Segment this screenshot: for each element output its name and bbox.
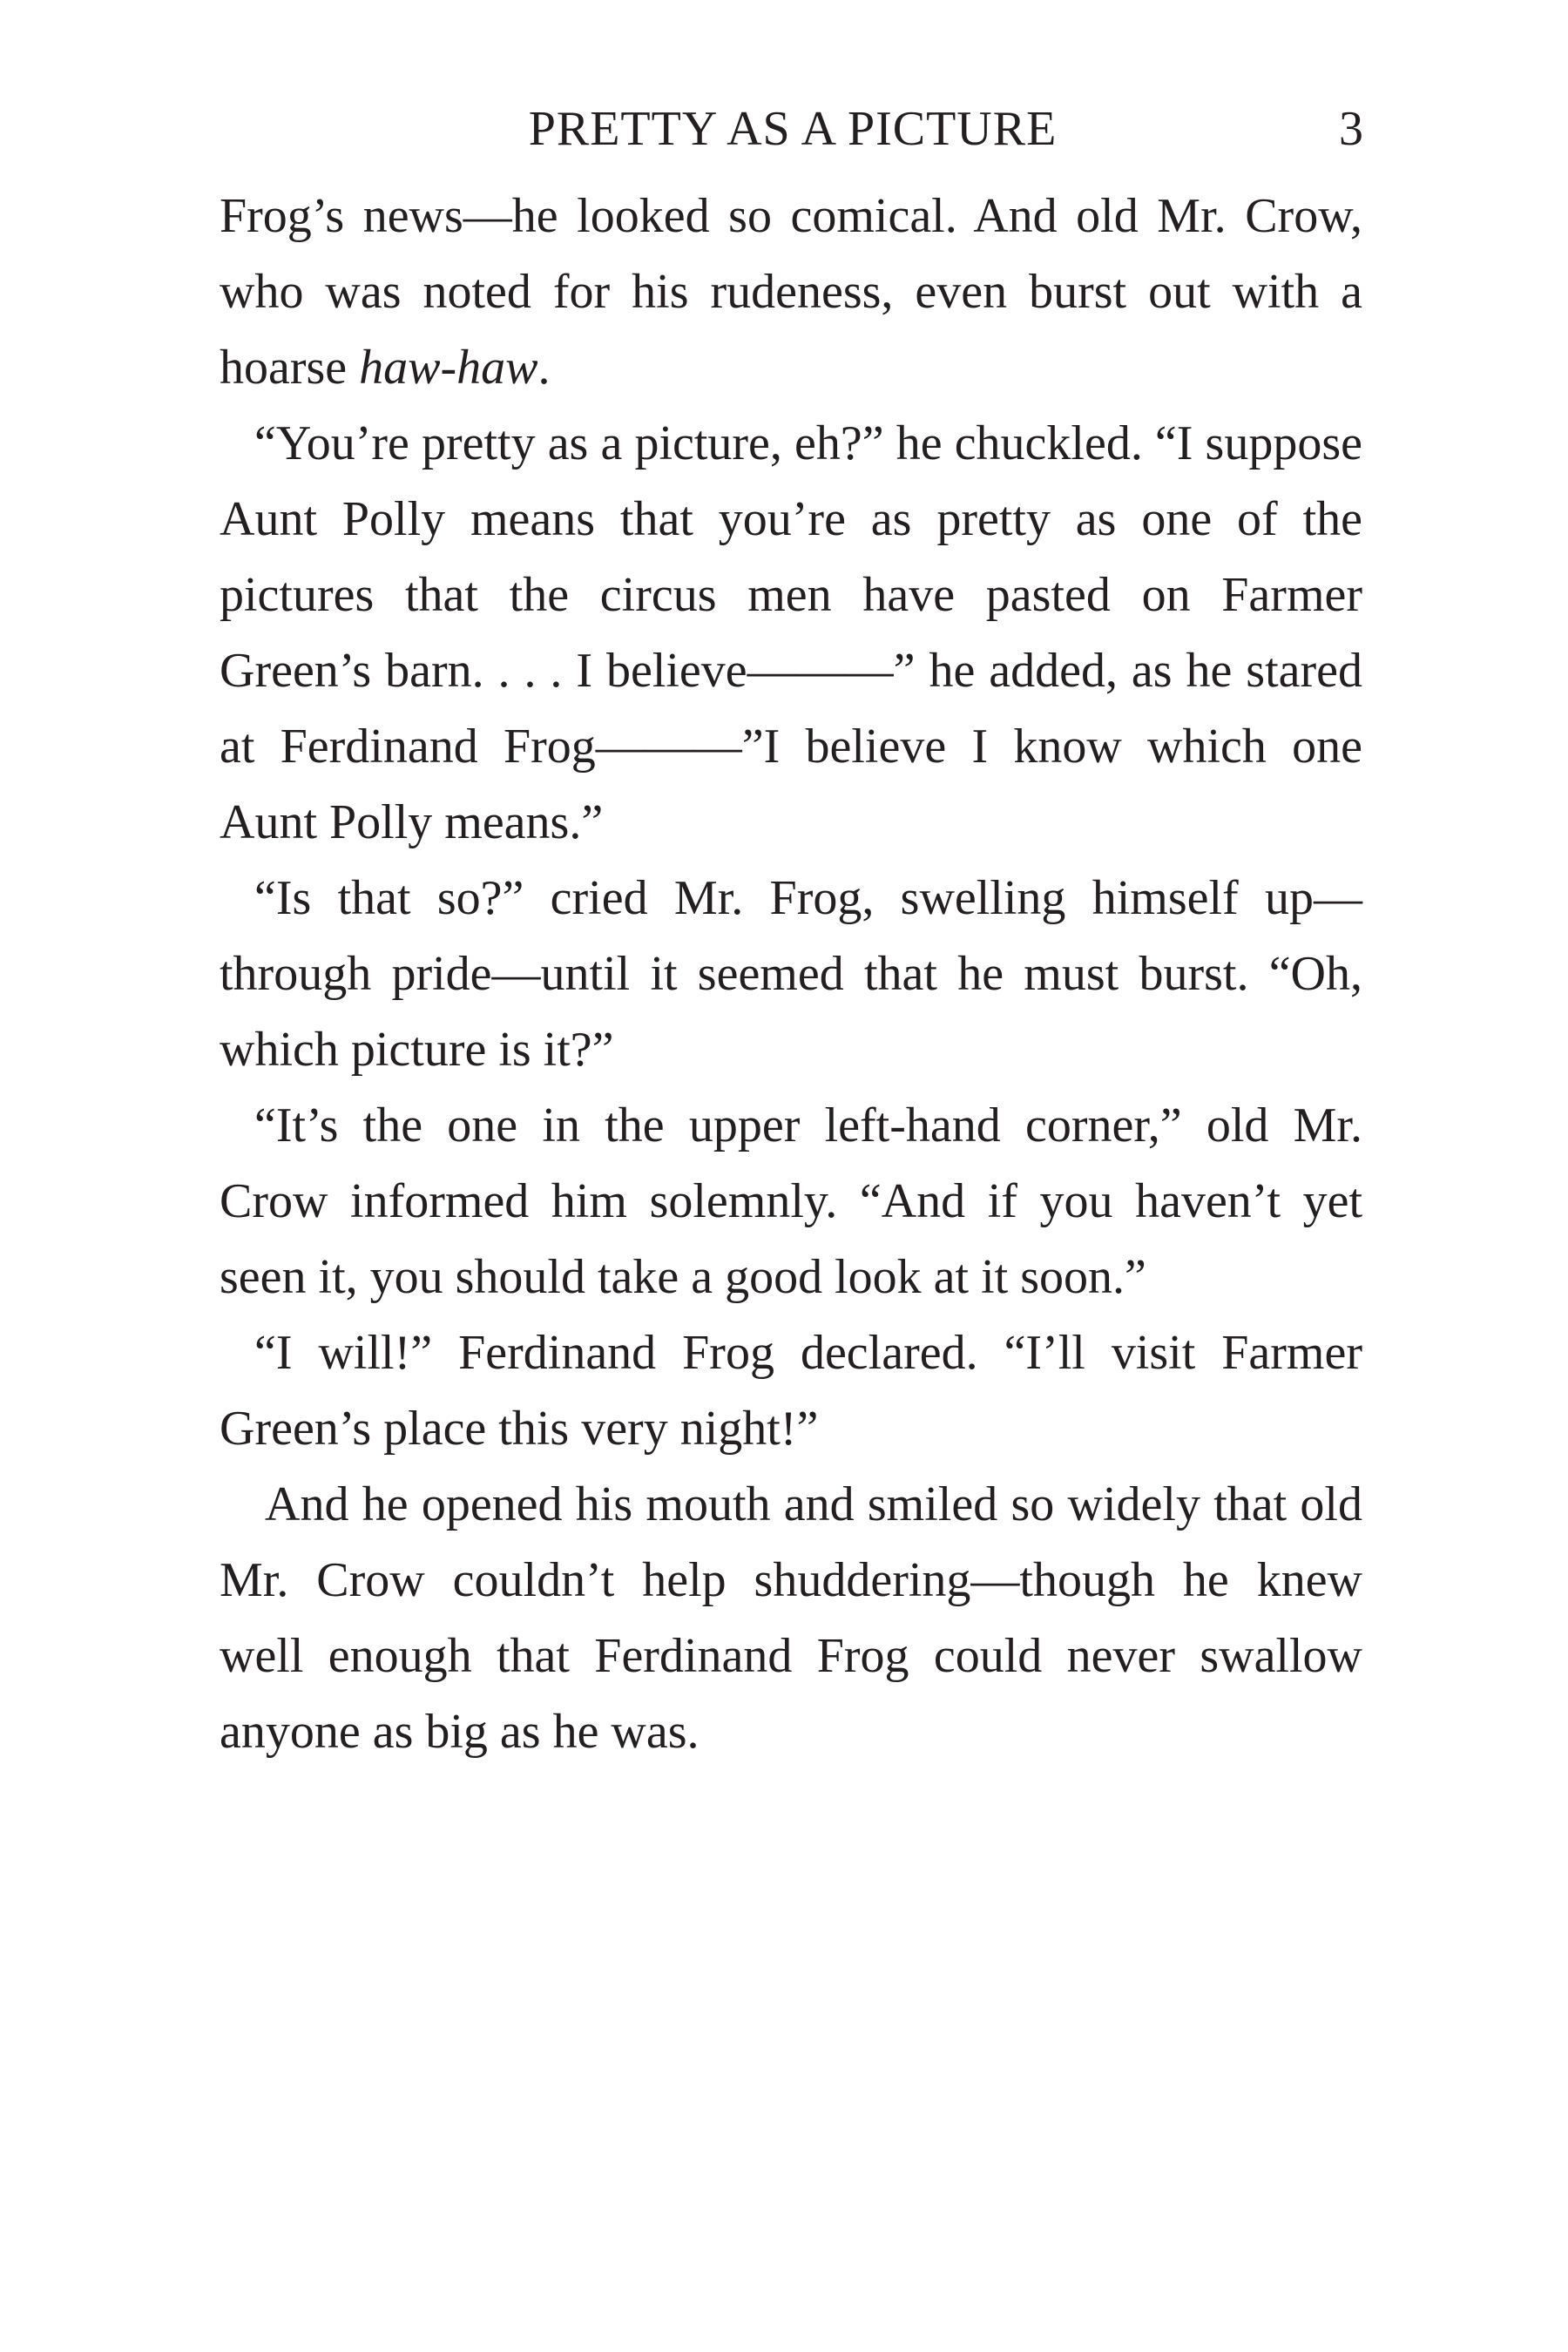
paragraph-1 [220,179,1362,406]
paragraph-3: “Is that so?” cried Mr. Frog, swelling himself up—through pride—until it seemed that he must burst. “Oh, which picture is it?” [220,871,1362,1077]
paragraph-5: “I will!” Ferdinand Frog declared. “I’ll visit Farmer Green’s place this very night!” [220,1326,1362,1456]
paragraph-1-text: Frog’s news—he looked so comical. And old Mr. Crow, who was noted for his rudeness, even burst out with a hoarse [220,189,1362,395]
paragraph-1-italic: haw-haw [359,341,538,395]
paragraph-6: And he opened his mouth and smiled so widely that old Mr. Crow couldn’t help shuddering—though he knew well enough that Ferdinand Frog could never swallow anyone as big as he was. [220,1477,1362,1759]
paragraph-1-tail: . [537,341,551,395]
paragraph-2: “You’re pretty as a picture, eh?” he chuckled. “I suppose Aunt Polly means that you’re as pretty as one of the pictures that the circus men have pasted on Farmer Green’s barn. . . . I believe———” he added, as he stared at Ferdinand Frog———”I believe I know which one Aunt Polly means.” [220,416,1362,849]
page-number: 3 [1339,102,1363,156]
running-title: PRETTY AS A PICTURE [528,102,1058,156]
body-text [220,179,1362,1770]
paragraph-4: “It’s the one in the upper left-hand corner,” old Mr. Crow informed him solemnly. “And if you haven’t yet seen it, you should take a good look at it soon.” [220,1098,1362,1304]
running-head [222,94,1363,164]
